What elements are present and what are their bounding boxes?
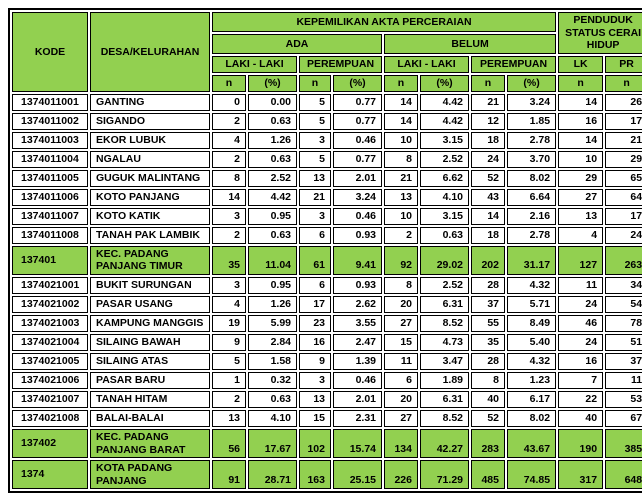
cell-desa-kelurahan: NGALAU xyxy=(90,151,210,168)
cell-value: 4.42 xyxy=(420,94,469,111)
cell-value: 43 xyxy=(471,189,505,206)
cell-desa-kelurahan: KOTO PANJANG xyxy=(90,189,210,206)
cell-value: 11.04 xyxy=(248,246,297,275)
table-row xyxy=(12,296,642,313)
cell-value: 4.42 xyxy=(248,189,297,206)
cell-value: 67 xyxy=(605,410,642,427)
table-row xyxy=(12,277,642,294)
cell-value: 27 xyxy=(384,315,418,332)
cell-value: 8 xyxy=(471,372,505,389)
cell-value: 1.58 xyxy=(248,353,297,370)
header-ada-perempuan: PEREMPUAN xyxy=(299,56,382,73)
cell-value: 54 xyxy=(605,296,642,313)
cell-value: 29 xyxy=(605,151,642,168)
cell-kode: 1374021004 xyxy=(12,334,88,351)
cell-value: 1.26 xyxy=(248,132,297,149)
cell-value: 163 xyxy=(299,460,331,489)
cell-value: 3 xyxy=(299,132,331,149)
cell-value: 2.62 xyxy=(333,296,382,313)
cell-desa-kelurahan: KEC. PADANG PANJANG BARAT xyxy=(90,429,210,458)
cell-value: 2.52 xyxy=(420,151,469,168)
header-n: n xyxy=(558,75,603,92)
cell-value: 17.67 xyxy=(248,429,297,458)
table-row xyxy=(12,132,642,149)
cell-value: 17 xyxy=(605,208,642,225)
cell-value: 25.15 xyxy=(333,460,382,489)
cell-value: 35 xyxy=(212,246,246,275)
cell-kode: 1374021006 xyxy=(12,372,88,389)
cell-value: 22 xyxy=(558,391,603,408)
header-belum: BELUM xyxy=(384,34,556,54)
cell-value: 2.78 xyxy=(507,132,556,149)
cell-value: 1.23 xyxy=(507,372,556,389)
cell-value: 28 xyxy=(471,353,505,370)
cell-value: 6 xyxy=(299,227,331,244)
cell-desa-kelurahan: PASAR BARU xyxy=(90,372,210,389)
cell-value: 5 xyxy=(299,113,331,130)
cell-desa-kelurahan: KOTO KATIK xyxy=(90,208,210,225)
cell-value: 8.52 xyxy=(420,410,469,427)
cell-value: 0 xyxy=(212,94,246,111)
cell-value: 2 xyxy=(212,151,246,168)
cell-value: 37 xyxy=(605,353,642,370)
cell-value: 4 xyxy=(558,227,603,244)
cell-kode: 1374011008 xyxy=(12,227,88,244)
cell-desa-kelurahan: TANAH PAK LAMBIK xyxy=(90,227,210,244)
cell-value: 8.02 xyxy=(507,410,556,427)
header-n: n xyxy=(212,75,246,92)
cell-value: 2 xyxy=(212,391,246,408)
cell-value: 1.39 xyxy=(333,353,382,370)
header-kode: KODE xyxy=(12,12,88,92)
cell-kode: 1374011004 xyxy=(12,151,88,168)
cell-value: 0.00 xyxy=(248,94,297,111)
cell-value: 6 xyxy=(299,277,331,294)
cell-value: 6.31 xyxy=(420,296,469,313)
cell-value: 5 xyxy=(212,353,246,370)
cell-kode: 1374011006 xyxy=(12,189,88,206)
cell-value: 0.46 xyxy=(333,132,382,149)
cell-value: 8 xyxy=(384,151,418,168)
cell-value: 5 xyxy=(299,94,331,111)
cell-value: 9 xyxy=(299,353,331,370)
table-row xyxy=(12,94,642,111)
cell-desa-kelurahan: PASAR USANG xyxy=(90,296,210,313)
cell-value: 64 xyxy=(605,189,642,206)
cell-value: 2.78 xyxy=(507,227,556,244)
cell-value: 13 xyxy=(212,410,246,427)
cell-value: 10 xyxy=(558,151,603,168)
cell-value: 40 xyxy=(471,391,505,408)
cell-desa-kelurahan: GUGUK MALINTANG xyxy=(90,170,210,187)
cell-value: 0.93 xyxy=(333,277,382,294)
cell-value: 5.71 xyxy=(507,296,556,313)
cell-value: 226 xyxy=(384,460,418,489)
cell-value: 21 xyxy=(471,94,505,111)
cell-value: 0.63 xyxy=(248,227,297,244)
cell-value: 28 xyxy=(471,277,505,294)
header-ada: ADA xyxy=(212,34,382,54)
header-akta-perceraian-group: KEPEMILIKAN AKTA PERCERAIAN xyxy=(212,12,556,32)
header-ada-laki-laki: LAKI - LAKI xyxy=(212,56,297,73)
cell-kode: 1374011002 xyxy=(12,113,88,130)
cell-value: 10 xyxy=(384,132,418,149)
cell-desa-kelurahan: KOTA PADANG PANJANG xyxy=(90,460,210,489)
cell-value: 1 xyxy=(212,372,246,389)
cell-value: 6.64 xyxy=(507,189,556,206)
cell-value: 24 xyxy=(471,151,505,168)
table-header xyxy=(12,12,642,92)
cell-value: 15 xyxy=(384,334,418,351)
header-belum-perempuan: PEREMPUAN xyxy=(471,56,556,73)
cell-value: 29.02 xyxy=(420,246,469,275)
cell-value: 8 xyxy=(212,170,246,187)
cell-value: 2.31 xyxy=(333,410,382,427)
cell-value: 17 xyxy=(299,296,331,313)
cell-value: 0.63 xyxy=(248,391,297,408)
cell-value: 4.73 xyxy=(420,334,469,351)
cell-value: 4.42 xyxy=(420,113,469,130)
cell-value: 134 xyxy=(384,429,418,458)
cell-value: 10 xyxy=(384,208,418,225)
cell-value: 0.46 xyxy=(333,208,382,225)
cell-value: 6.62 xyxy=(420,170,469,187)
table-row xyxy=(12,353,642,370)
cell-value: 71.29 xyxy=(420,460,469,489)
cell-value: 0.93 xyxy=(333,227,382,244)
cell-value: 29 xyxy=(558,170,603,187)
cell-value: 9.41 xyxy=(333,246,382,275)
cell-value: 127 xyxy=(558,246,603,275)
cell-kode: 1374011003 xyxy=(12,132,88,149)
cell-value: 0.77 xyxy=(333,151,382,168)
cell-value: 56 xyxy=(212,429,246,458)
cell-value: 8.49 xyxy=(507,315,556,332)
cell-value: 12 xyxy=(471,113,505,130)
cell-value: 5.40 xyxy=(507,334,556,351)
cell-value: 263 xyxy=(605,246,642,275)
cell-value: 3.47 xyxy=(420,353,469,370)
cell-value: 24 xyxy=(605,227,642,244)
header-desa-kelurahan: DESA/KELURAHAN xyxy=(90,12,210,92)
cell-value: 6 xyxy=(384,372,418,389)
cell-value: 5.99 xyxy=(248,315,297,332)
cell-kode: 1374021007 xyxy=(12,391,88,408)
cell-value: 6.17 xyxy=(507,391,556,408)
cell-value: 4.10 xyxy=(420,189,469,206)
cell-value: 3.70 xyxy=(507,151,556,168)
cell-value: 3 xyxy=(299,372,331,389)
cell-value: 31.17 xyxy=(507,246,556,275)
cell-kode: 137402 xyxy=(12,429,88,458)
cell-value: 40 xyxy=(558,410,603,427)
cell-value: 14 xyxy=(384,113,418,130)
cell-value: 21 xyxy=(605,132,642,149)
cell-value: 52 xyxy=(471,410,505,427)
cell-value: 2.47 xyxy=(333,334,382,351)
cell-value: 14 xyxy=(558,94,603,111)
cell-value: 14 xyxy=(558,132,603,149)
cell-value: 92 xyxy=(384,246,418,275)
cell-desa-kelurahan: SILAING BAWAH xyxy=(90,334,210,351)
cell-value: 0.32 xyxy=(248,372,297,389)
cell-value: 42.27 xyxy=(420,429,469,458)
cell-value: 0.95 xyxy=(248,208,297,225)
cell-value: 3.15 xyxy=(420,208,469,225)
cell-kode: 1374021008 xyxy=(12,410,88,427)
divorce-certificate-table xyxy=(8,8,642,493)
cell-value: 2 xyxy=(384,227,418,244)
cell-value: 37 xyxy=(471,296,505,313)
cell-value: 43.67 xyxy=(507,429,556,458)
cell-desa-kelurahan: EKOR LUBUK xyxy=(90,132,210,149)
cell-value: 17 xyxy=(605,113,642,130)
cell-value: 13 xyxy=(384,189,418,206)
cell-value: 13 xyxy=(558,208,603,225)
cell-value: 14 xyxy=(212,189,246,206)
cell-desa-kelurahan: KEC. PADANG PANJANG TIMUR xyxy=(90,246,210,275)
cell-value: 2.16 xyxy=(507,208,556,225)
cell-value: 1.26 xyxy=(248,296,297,313)
cell-value: 1.89 xyxy=(420,372,469,389)
cell-value: 52 xyxy=(471,170,505,187)
cell-value: 27 xyxy=(384,410,418,427)
cell-value: 11 xyxy=(384,353,418,370)
cell-value: 16 xyxy=(558,353,603,370)
cell-value: 385 xyxy=(605,429,642,458)
table-row xyxy=(12,391,642,408)
cell-value: 0.77 xyxy=(333,113,382,130)
header-pct: (%) xyxy=(333,75,382,92)
cell-value: 4.32 xyxy=(507,277,556,294)
cell-value: 3 xyxy=(212,208,246,225)
cell-value: 485 xyxy=(471,460,505,489)
cell-value: 4 xyxy=(212,132,246,149)
cell-kode: 1374021002 xyxy=(12,296,88,313)
cell-value: 102 xyxy=(299,429,331,458)
cell-value: 53 xyxy=(605,391,642,408)
header-n: n xyxy=(471,75,505,92)
cell-value: 13 xyxy=(299,170,331,187)
cell-value: 2.52 xyxy=(420,277,469,294)
subtotal-row xyxy=(12,429,642,458)
cell-value: 20 xyxy=(384,391,418,408)
cell-value: 202 xyxy=(471,246,505,275)
cell-value: 6.31 xyxy=(420,391,469,408)
cell-value: 18 xyxy=(471,227,505,244)
cell-value: 14 xyxy=(471,208,505,225)
cell-value: 3.24 xyxy=(507,94,556,111)
header-belum-laki-laki: LAKI - LAKI xyxy=(384,56,469,73)
cell-value: 27 xyxy=(558,189,603,206)
table-row xyxy=(12,189,642,206)
cell-value: 2 xyxy=(212,227,246,244)
cell-value: 19 xyxy=(212,315,246,332)
cell-kode: 1374011005 xyxy=(12,170,88,187)
cell-value: 2.52 xyxy=(248,170,297,187)
cell-desa-kelurahan: SIGANDO xyxy=(90,113,210,130)
cell-value: 8 xyxy=(384,277,418,294)
cell-value: 34 xyxy=(605,277,642,294)
cell-value: 24 xyxy=(558,334,603,351)
cell-value: 14 xyxy=(384,94,418,111)
cell-value: 21 xyxy=(384,170,418,187)
cell-value: 4.32 xyxy=(507,353,556,370)
cell-desa-kelurahan: SILAING ATAS xyxy=(90,353,210,370)
header-pct: (%) xyxy=(507,75,556,92)
header-penduduk-status-cerai-hidup: PENDUDUK STATUS CERAI HIDUP xyxy=(558,12,642,54)
cell-value: 18 xyxy=(471,132,505,149)
header-pct: (%) xyxy=(420,75,469,92)
cell-value: 190 xyxy=(558,429,603,458)
table-row xyxy=(12,170,642,187)
table-row xyxy=(12,208,642,225)
cell-value: 4.10 xyxy=(248,410,297,427)
cell-value: 3 xyxy=(212,277,246,294)
cell-value: 16 xyxy=(299,334,331,351)
cell-value: 20 xyxy=(384,296,418,313)
cell-kode: 137401 xyxy=(12,246,88,275)
cell-value: 1.85 xyxy=(507,113,556,130)
cell-value: 51 xyxy=(605,334,642,351)
cell-value: 91 xyxy=(212,460,246,489)
cell-value: 4 xyxy=(212,296,246,313)
cell-kode: 1374021005 xyxy=(12,353,88,370)
table-row xyxy=(12,227,642,244)
table-body xyxy=(12,94,642,490)
cell-value: 3.24 xyxy=(333,189,382,206)
cell-value: 74.85 xyxy=(507,460,556,489)
cell-kode: 1374011007 xyxy=(12,208,88,225)
header-n: n xyxy=(384,75,418,92)
cell-value: 0.63 xyxy=(420,227,469,244)
cell-value: 648 xyxy=(605,460,642,489)
cell-value: 8.02 xyxy=(507,170,556,187)
cell-value: 8.52 xyxy=(420,315,469,332)
cell-value: 35 xyxy=(471,334,505,351)
cell-value: 46 xyxy=(558,315,603,332)
cell-value: 3 xyxy=(299,208,331,225)
table-row xyxy=(12,334,642,351)
cell-value: 23 xyxy=(299,315,331,332)
cell-value: 0.63 xyxy=(248,113,297,130)
cell-value: 3.15 xyxy=(420,132,469,149)
header-pr: PR xyxy=(605,56,642,73)
header-lk: LK xyxy=(558,56,603,73)
cell-value: 16 xyxy=(558,113,603,130)
table-row xyxy=(12,113,642,130)
cell-value: 61 xyxy=(299,246,331,275)
header-n: n xyxy=(605,75,642,92)
cell-value: 24 xyxy=(558,296,603,313)
total-row xyxy=(12,460,642,489)
cell-kode: 1374021001 xyxy=(12,277,88,294)
cell-kode: 1374021003 xyxy=(12,315,88,332)
cell-value: 11 xyxy=(605,372,642,389)
cell-value: 28.71 xyxy=(248,460,297,489)
cell-kode: 1374011001 xyxy=(12,94,88,111)
table-row xyxy=(12,410,642,427)
cell-desa-kelurahan: BUKIT SURUNGAN xyxy=(90,277,210,294)
table-row xyxy=(12,315,642,332)
cell-desa-kelurahan: BALAI-BALAI xyxy=(90,410,210,427)
cell-desa-kelurahan: KAMPUNG MANGGIS xyxy=(90,315,210,332)
cell-value: 2.01 xyxy=(333,391,382,408)
cell-value: 0.95 xyxy=(248,277,297,294)
cell-value: 65 xyxy=(605,170,642,187)
cell-value: 21 xyxy=(299,189,331,206)
table-row xyxy=(12,151,642,168)
cell-kode: 1374 xyxy=(12,460,88,489)
cell-value: 26 xyxy=(605,94,642,111)
cell-value: 78 xyxy=(605,315,642,332)
cell-value: 283 xyxy=(471,429,505,458)
cell-value: 0.77 xyxy=(333,94,382,111)
cell-value: 7 xyxy=(558,372,603,389)
header-n: n xyxy=(299,75,331,92)
cell-desa-kelurahan: GANTING xyxy=(90,94,210,111)
cell-value: 15 xyxy=(299,410,331,427)
cell-value: 317 xyxy=(558,460,603,489)
cell-value: 2.84 xyxy=(248,334,297,351)
subtotal-row xyxy=(12,246,642,275)
cell-value: 2 xyxy=(212,113,246,130)
cell-desa-kelurahan: TANAH HITAM xyxy=(90,391,210,408)
cell-value: 15.74 xyxy=(333,429,382,458)
cell-value: 5 xyxy=(299,151,331,168)
cell-value: 55 xyxy=(471,315,505,332)
cell-value: 9 xyxy=(212,334,246,351)
header-pct: (%) xyxy=(248,75,297,92)
cell-value: 2.01 xyxy=(333,170,382,187)
cell-value: 3.55 xyxy=(333,315,382,332)
cell-value: 0.63 xyxy=(248,151,297,168)
table-row xyxy=(12,372,642,389)
cell-value: 11 xyxy=(558,277,603,294)
cell-value: 13 xyxy=(299,391,331,408)
cell-value: 0.46 xyxy=(333,372,382,389)
